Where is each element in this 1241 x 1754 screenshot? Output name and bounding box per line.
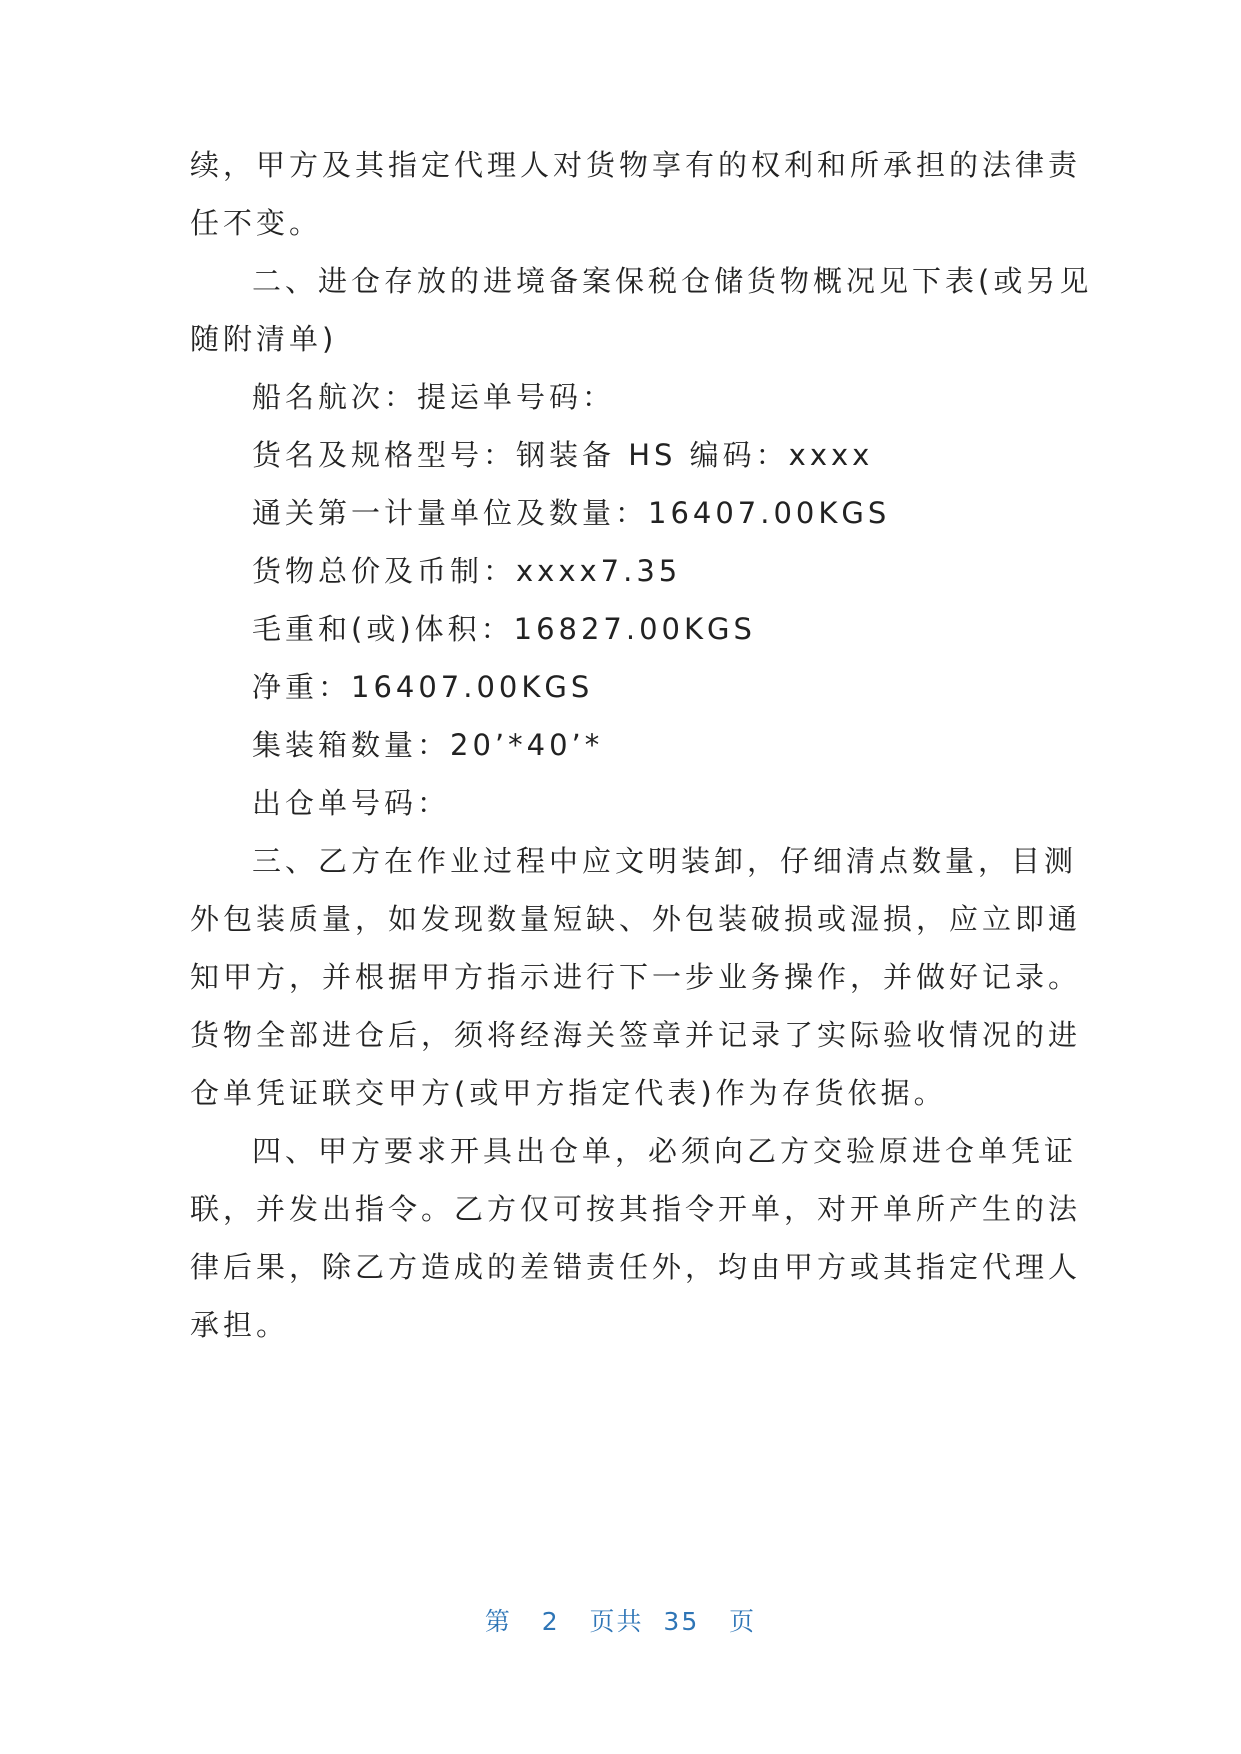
field-container-count: 集装箱数量：20’*40’* bbox=[252, 728, 604, 762]
text-line: 外包装质量，如发现数量短缺、外包装破损或湿损，应立即通 bbox=[190, 902, 1082, 936]
section-three-heading: 三、乙方在作业过程中应文明装卸，仔细清点数量，目测 bbox=[252, 844, 1078, 878]
field-goods-name: 货名及规格型号：钢装备 HS 编码：xxxx bbox=[252, 438, 874, 472]
section-two-heading: 二、进仓存放的进境备案保税仓储货物概况见下表(或另见 bbox=[252, 264, 1093, 298]
text-line: 货物全部进仓后，须将经海关签章并记录了实际验收情况的进 bbox=[190, 1018, 1082, 1052]
text-line: 随附清单) bbox=[190, 322, 338, 356]
field-vessel-voyage: 船名航次：提运单号码： bbox=[252, 380, 616, 414]
field-outbound-number: 出仓单号码： bbox=[252, 786, 451, 820]
text-line: 任不变。 bbox=[190, 206, 323, 240]
section-four-heading: 四、甲方要求开具出仓单，必须向乙方交验原进仓单凭证 bbox=[252, 1134, 1078, 1168]
text-line: 续，甲方及其指定代理人对货物享有的权利和所承担的法律责 bbox=[190, 148, 1082, 182]
footer-suffix: 页 bbox=[729, 1607, 757, 1636]
page-footer bbox=[0, 1602, 1241, 1638]
text-line: 仓单凭证联交甲方(或甲方指定代表)作为存货依据。 bbox=[190, 1076, 947, 1110]
field-unit-quantity: 通关第一计量单位及数量：16407.00KGS bbox=[252, 496, 891, 530]
text-line: 联，并发出指令。乙方仅可按其指令开单，对开单所产生的法 bbox=[190, 1192, 1082, 1226]
footer-total-pages: 35 bbox=[663, 1607, 700, 1636]
footer-page-number: 2 bbox=[541, 1607, 560, 1636]
text-line: 承担。 bbox=[190, 1308, 290, 1342]
text-line: 知甲方，并根据甲方指示进行下一步业务操作，并做好记录。 bbox=[190, 960, 1082, 994]
text-line: 律后果，除乙方造成的差错责任外，均由甲方或其指定代理人 bbox=[190, 1250, 1082, 1284]
field-total-price: 货物总价及币制：xxxx7.35 bbox=[252, 554, 682, 588]
footer-prefix: 第 bbox=[484, 1607, 512, 1636]
field-gross-weight: 毛重和(或)体积：16827.00KGS bbox=[252, 612, 756, 646]
footer-middle: 页共 bbox=[589, 1607, 644, 1636]
field-net-weight: 净重：16407.00KGS bbox=[252, 670, 594, 704]
